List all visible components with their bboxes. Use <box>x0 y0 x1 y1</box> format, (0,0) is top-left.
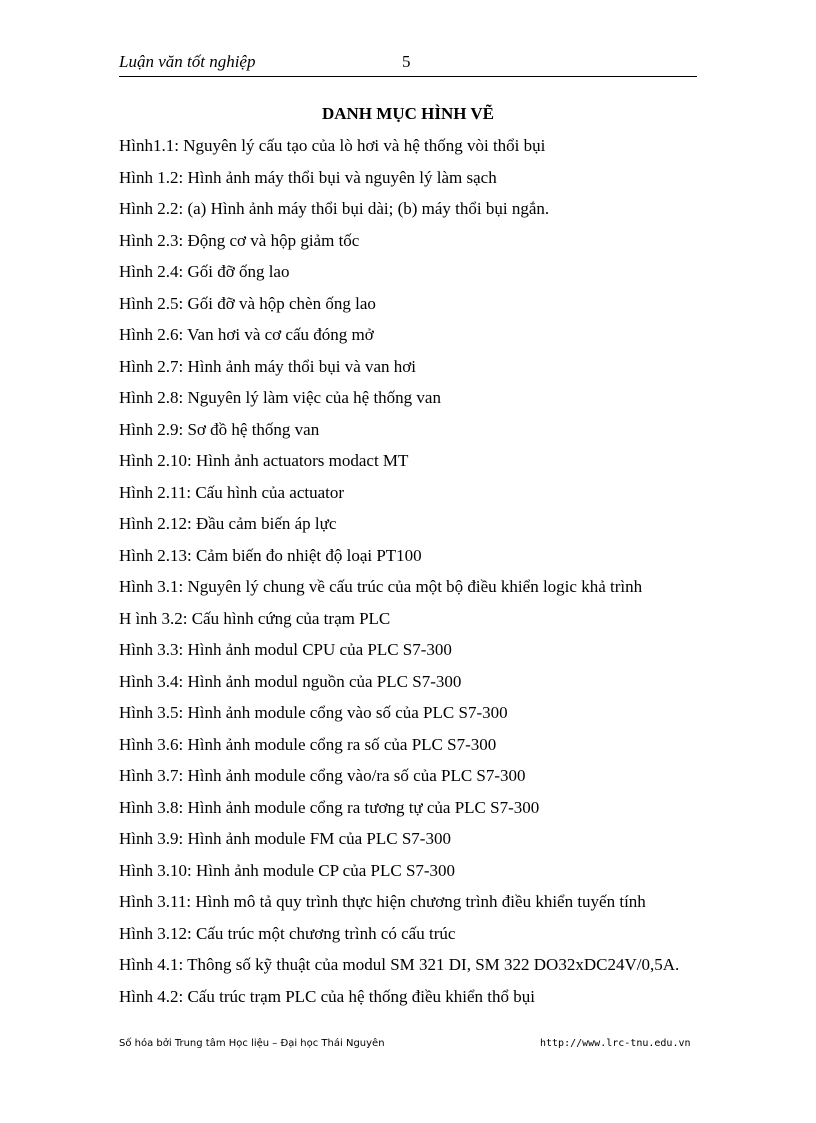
list-item: Hình 2.2: (a) Hình ảnh máy thổi bụi dài; (b) máy thổi bụi ngắn. <box>119 199 550 218</box>
list-item: Hình 2.13: Cảm biến đo nhiệt độ loại PT100 <box>119 545 422 565</box>
list-item: Hình 3.5: Hình ảnh module cổng vào số của PLC S7-300 <box>119 703 508 722</box>
list-item: Hình 3.10: Hình ảnh module CP của PLC S7-300 <box>119 860 456 880</box>
list-item: Hình 1.2: Hình ảnh máy thổi bụi và nguyên lý làm sạch <box>119 167 497 187</box>
list-item: Hình 3.4: Hình ảnh modul nguồn của PLC S7-300 <box>119 671 462 691</box>
list-item: Hình 2.9: Sơ đồ hệ thống van <box>119 419 320 439</box>
list-item: Hình 3.8: Hình ảnh module cổng ra tương tự của PLC S7-300 <box>119 797 540 817</box>
list-item: Hình 3.3: Hình ảnh modul CPU của PLC S7-300 <box>119 640 452 659</box>
list-item: Hình 2.8: Nguyên lý làm việc của hệ thống van <box>119 388 441 407</box>
figure-list <box>119 134 719 1016</box>
footer-url: http://www.lrc-tnu.edu.vn <box>540 1038 691 1049</box>
list-item: Hình 2.10: Hình ảnh actuators modact MT <box>119 451 409 470</box>
page-title: DANH MỤC HÌNH VẼ <box>321 104 495 123</box>
footer-credit: Số hóa bởi Trung tâm Học liệu – Đại học Thái Nguyên <box>119 1038 385 1049</box>
list-item: Hình 2.12: Đầu cảm biến áp lực <box>119 514 337 533</box>
list-item: H ình 3.2: Cấu hình cứng của trạm PLC <box>119 608 391 628</box>
list-item: Hình 2.6: Van hơi và cơ cấu đóng mở <box>119 325 374 344</box>
list-item: Hình 4.1: Thông số kỹ thuật của modul SM 321 DI, SM 322 DO32xDC24V/0,5A. <box>119 955 680 974</box>
list-item: Hình 3.7: Hình ảnh module cổng vào/ra số của PLC S7-300 <box>119 766 526 785</box>
list-item: Hình 2.3: Động cơ và hộp giảm tốc <box>119 230 360 250</box>
list-item: Hình 3.12: Cấu trúc một chương trình có cấu trúc <box>119 923 456 943</box>
list-item: Hình 2.7: Hình ảnh máy thổi bụi và van hơi <box>119 356 417 376</box>
list-item: Hình 3.9: Hình ảnh module FM của PLC S7-300 <box>119 829 451 848</box>
page-header <box>119 50 697 77</box>
list-item: Hình 2.11: Cấu hình của actuator <box>119 482 345 502</box>
list-item: Hình 3.1: Nguyên lý chung về cấu trúc của một bộ điều khiển logic khả trình <box>119 577 643 596</box>
list-item: Hình 2.5: Gối đỡ và hộp chèn ống lao <box>119 293 376 313</box>
header-thesis-label: Luận văn tốt nghiệp <box>119 52 256 71</box>
list-item: Hình 2.4: Gối đỡ ống lao <box>119 262 290 281</box>
list-item: Hình 3.6: Hình ảnh module cổng ra số của PLC S7-300 <box>119 734 497 754</box>
list-item: Hình 4.2: Cấu trúc trạm PLC của hệ thống điều khiển thổ bụi <box>119 986 535 1006</box>
list-item: Hình1.1: Nguyên lý cấu tạo của lò hơi và hệ thống vòi thổi bụi <box>119 136 546 155</box>
page-number: 5 <box>402 52 411 71</box>
list-item: Hình 3.11: Hình mô tả quy trình thực hiện chương trình điều khiển tuyến tính <box>119 892 646 911</box>
